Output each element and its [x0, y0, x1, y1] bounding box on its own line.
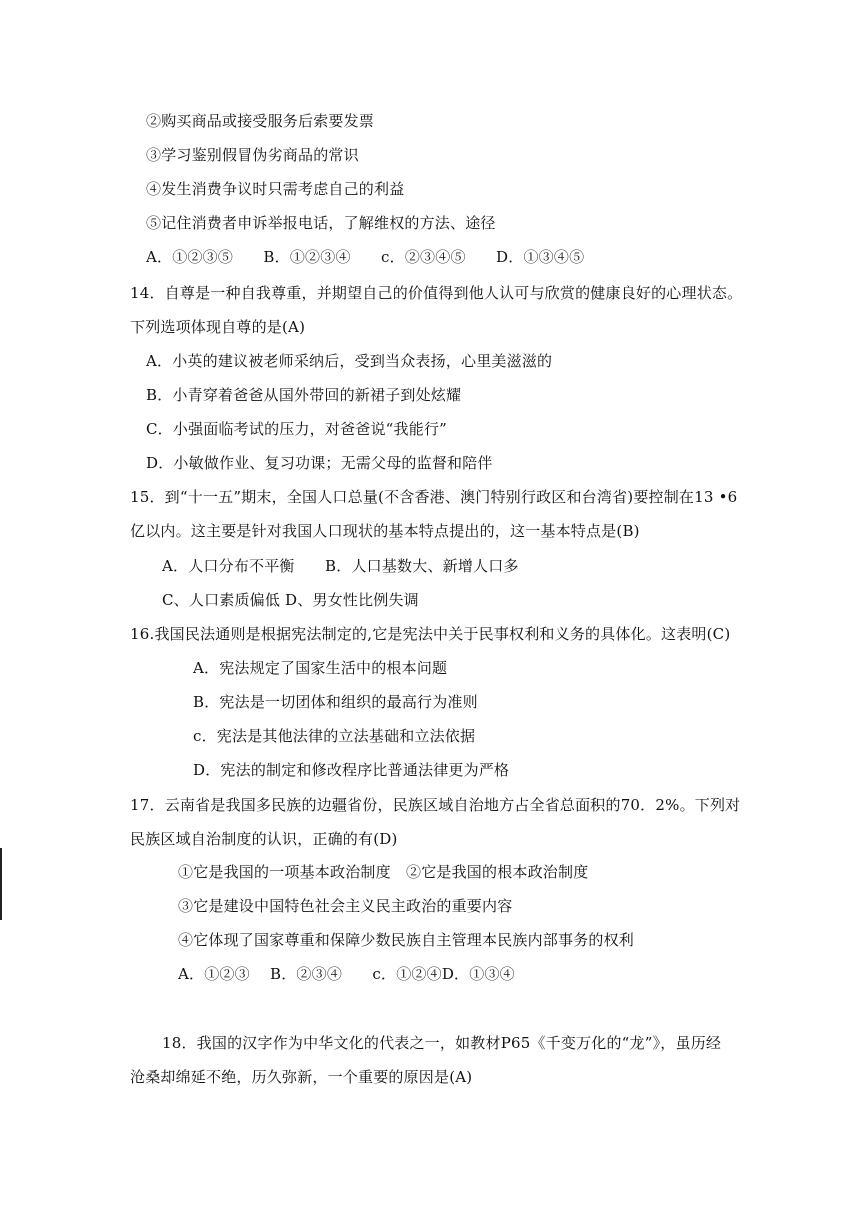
- q16-option-b: B．宪法是一切团体和组织的最高行为准则: [193, 693, 478, 711]
- q18-stem-line-2: 沧桑却绵延不绝，历久弥新，一个重要的原因是(A): [130, 1068, 473, 1086]
- q14-option-c: C．小强面临考试的压力，对爸爸说“我能行”: [146, 420, 448, 438]
- q15-options-ab: A．人口分布不平衡 B．人口基数大、新增人口多: [162, 557, 519, 575]
- q16-option-d: D．宪法的制定和修改程序比普通法律更为严格: [193, 761, 510, 779]
- q13-item-3: ③学习鉴别假冒伪劣商品的常识: [146, 146, 359, 164]
- q14-option-b: B．小青穿着爸爸从国外带回的新裙子到处炫耀: [146, 386, 462, 404]
- q13-item-5: ⑤记住消费者申诉举报电话，了解维权的方法、途径: [146, 214, 496, 232]
- q14-option-d: D．小敏做作业、复习功课；无需父母的监督和陪伴: [146, 454, 493, 472]
- q17-item-4: ④它体现了国家尊重和保障少数民族自主管理本民族内部事务的权利: [178, 931, 635, 949]
- q13-options: A．①②③⑤ B．①②③④ c．②③④⑤ D．①③④⑤: [146, 248, 585, 266]
- q15-stem-line-2: 亿以内。这主要是针对我国人口现状的基本特点提出的，这一基本特点是(B): [130, 522, 640, 540]
- q13-item-4: ④发生消费争议时只需考虑自己的利益: [146, 180, 405, 198]
- q16-stem: 16.我国民法通则是根据宪法制定的,它是宪法中关于民事权利和义务的具体化。这表明(C): [130, 625, 731, 643]
- q14-stem-line-2: 下列选项体现自尊的是(A): [130, 318, 306, 336]
- q17-stem-line-1: 17．云南省是我国多民族的边疆省份，民族区域自治地方占全省总面积的70．2%。下列对: [130, 796, 741, 814]
- q17-options: A．①②③ B．②③④ c．①②④D．①③④: [178, 965, 515, 983]
- q16-option-c: c．宪法是其他法律的立法基础和立法依据: [193, 727, 476, 745]
- q14-stem-line-1: 14．自尊是一种自我尊重，并期望自己的价值得到他人认可与欣赏的健康良好的心理状态。: [130, 284, 743, 302]
- q18-stem-line-1: 18．我国的汉字作为中华文化的代表之一，如教材P65《千变万化的“龙”》，虽历经: [162, 1034, 722, 1052]
- q17-items-1-2: ①它是我国的一项基本政治制度 ②它是我国的根本政治制度: [178, 863, 589, 881]
- q15-options-cd: C、人口素质偏低 D、男女性比例失调: [162, 591, 419, 609]
- q17-stem-line-2: 民族区域自治制度的认识，正确的有(D): [130, 830, 398, 848]
- q15-stem-line-1: 15．到“十一五”期末，全国人口总量(不含香港、澳门特别行政区和台湾省)要控制在13 •6: [130, 488, 738, 506]
- left-margin-bar: [0, 848, 2, 920]
- q17-item-3: ③它是建设中国特色社会主义民主政治的重要内容: [178, 897, 513, 915]
- q14-option-a: A．小英的建议被老师采纳后，受到当众表扬，心里美滋滋的: [146, 352, 553, 370]
- q16-option-a: A．宪法规定了国家生活中的根本问题: [193, 659, 448, 677]
- q13-item-2: ②购买商品或接受服务后索要发票: [146, 112, 375, 130]
